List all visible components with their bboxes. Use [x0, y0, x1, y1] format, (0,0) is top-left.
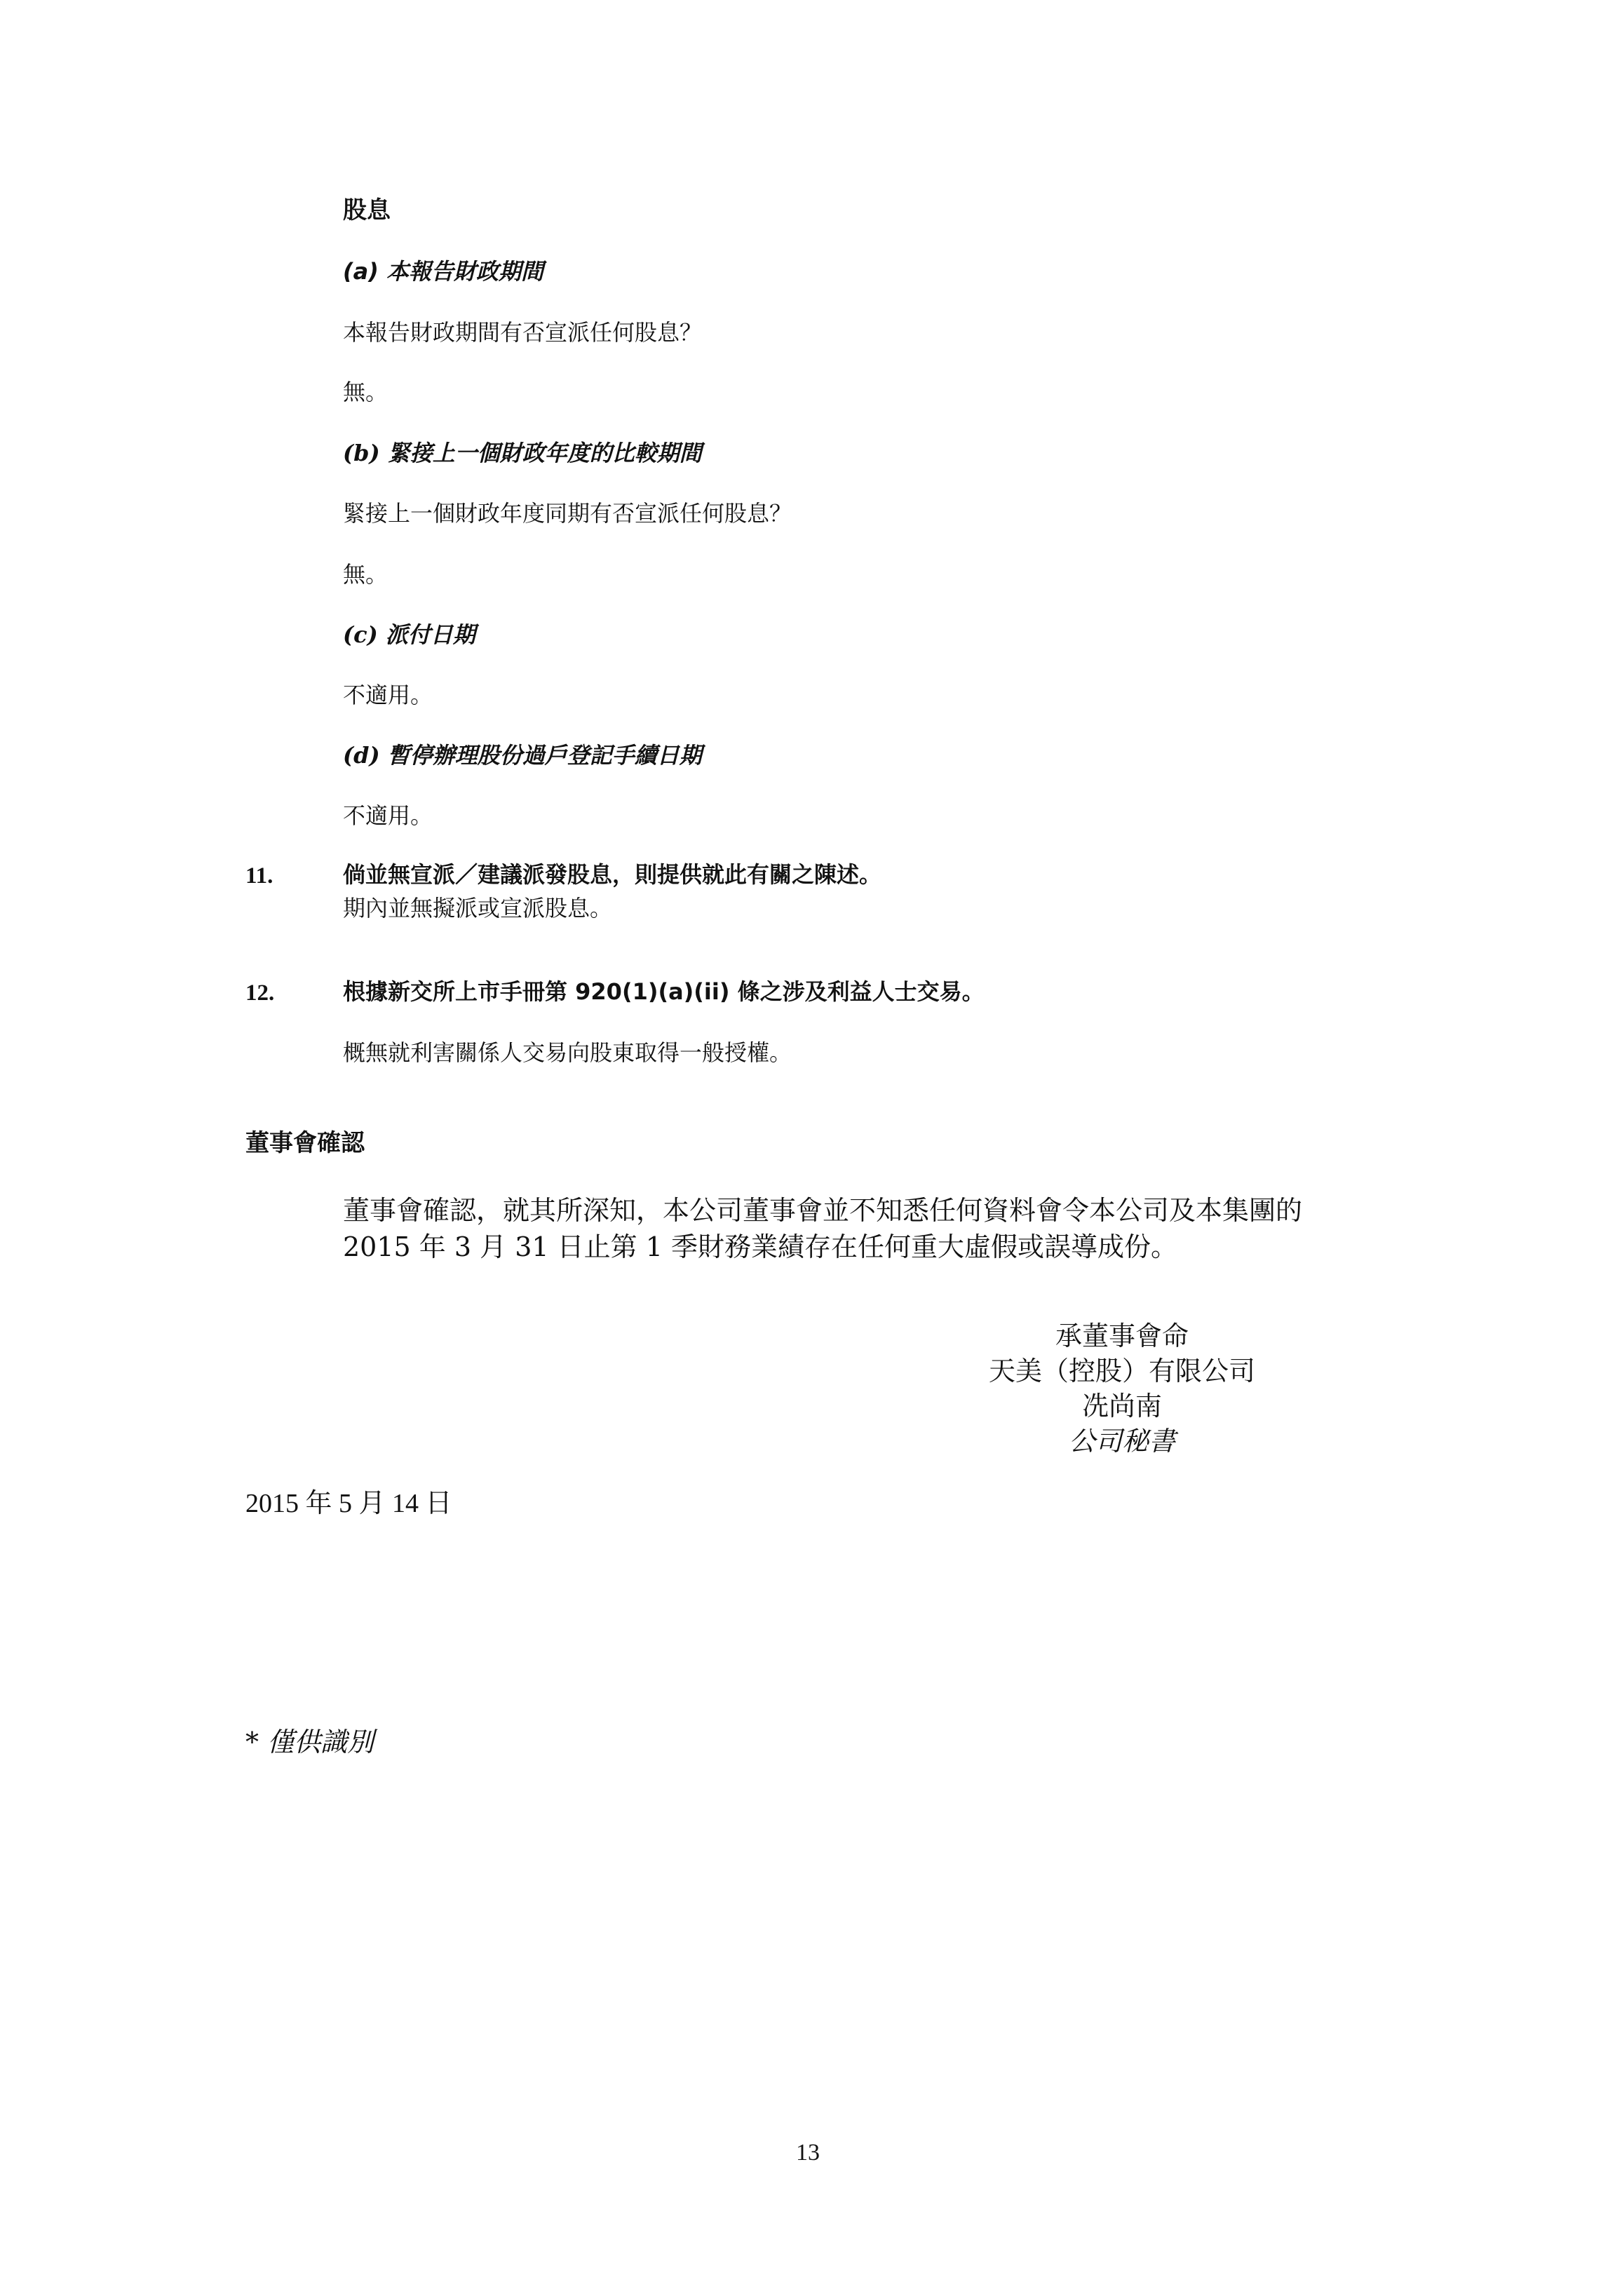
dividends-b-answer: 無。 — [343, 561, 388, 588]
board-paragraph — [343, 1192, 1302, 1265]
dividends-a-answer: 無。 — [343, 379, 388, 405]
board-heading: 董事會確認 — [245, 1129, 365, 1157]
footnote: * 僅供識別 — [245, 1727, 374, 1757]
item11-number: 11. — [245, 863, 273, 889]
dividends-c-title: (c) 派付日期 — [343, 621, 475, 648]
signature-role: 公司秘書 — [1068, 1426, 1175, 1457]
item12-text: 概無就利害關係人交易向股東取得一般授權。 — [343, 1039, 792, 1066]
signature-name: 冼尚南 — [1081, 1391, 1162, 1422]
dividends-d-answer: 不適用。 — [343, 802, 433, 829]
document-date: 2015 年 5 月 14 日 — [245, 1489, 452, 1518]
board-line-1: 董事會確認，就其所深知，本公司董事會並不知悉任何資料會令本公司及本集團的 — [343, 1195, 1303, 1226]
page-number: 13 — [796, 2140, 820, 2166]
board-line-2: 2015 年 3 月 31 日止第 1 季財務業績存在任何重大虛假或誤導成份。 — [343, 1231, 1177, 1262]
dividends-b-title: (b) 緊接上一個財政年度的比較期間 — [343, 440, 702, 466]
signature-company: 天美（控股）有限公司 — [988, 1356, 1255, 1386]
signature-by-order: 承董事會命 — [1055, 1321, 1189, 1351]
item11-text: 期內並無擬派或宣派股息。 — [343, 895, 613, 921]
dividends-b-question: 緊接上一個財政年度同期有否宣派任何股息？ — [343, 500, 792, 527]
item12-number: 12. — [245, 980, 275, 1006]
item12-title: 根據新交所上市手冊第 920(1)(a)(ii) 條之涉及利益人士交易。 — [343, 978, 985, 1005]
dividends-a-title: (a) 本報告財政期間 — [343, 258, 543, 285]
dividends-heading: 股息 — [343, 196, 391, 224]
dividends-c-answer: 不適用。 — [343, 682, 433, 708]
dividends-d-title: (d) 暫停辦理股份過戶登記手續日期 — [343, 742, 702, 769]
item11-title: 倘並無宣派／建議派發股息，則提供就此有關之陳述。 — [343, 861, 882, 888]
signature-block — [891, 1318, 1353, 1459]
dividends-a-question: 本報告財政期間有否宣派任何股息？ — [343, 319, 703, 346]
